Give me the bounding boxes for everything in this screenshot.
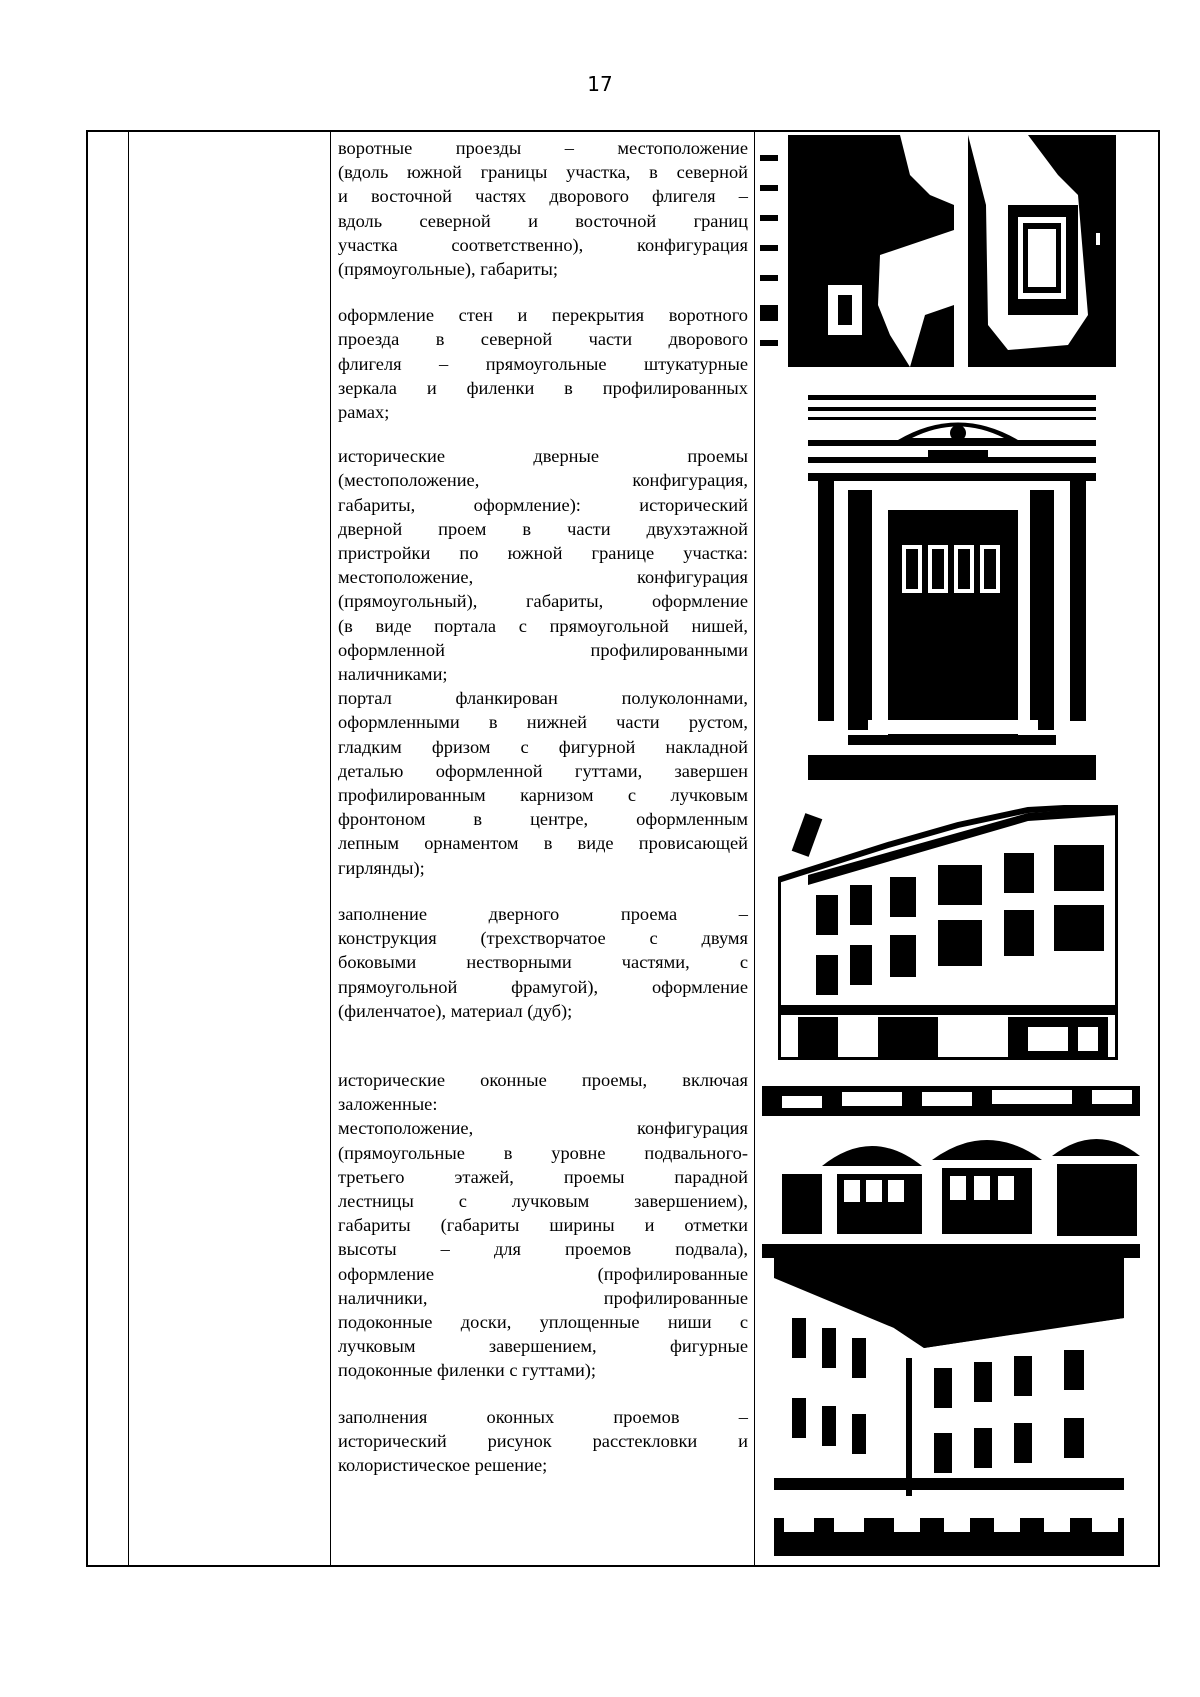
paragraph-door-openings bbox=[338, 444, 748, 880]
text-line: оформленной профилированными bbox=[338, 639, 748, 660]
text-line: наличниками; bbox=[338, 664, 448, 685]
text-line: (прямоугольные в уровне подвального- bbox=[338, 1142, 748, 1163]
text-line: (филенчатое), материал (дуб); bbox=[338, 1000, 573, 1021]
text-line: проезда в северной части дворового bbox=[338, 329, 748, 350]
text-line: гирлянды); bbox=[338, 857, 425, 878]
text-line: лестницы с лучковым завершением), bbox=[338, 1190, 748, 1211]
ground-floor-windows-photo bbox=[762, 1086, 1140, 1258]
text-line: дверной проем в части двухэтажной bbox=[338, 518, 748, 539]
text-line: портал фланкирован полуколоннами, bbox=[338, 688, 748, 709]
text-line: (в виде портала с прямоугольной нишей, bbox=[338, 615, 748, 636]
text-line: оформленными в нижней части рустом, bbox=[338, 712, 748, 733]
text-line: местоположение, конфигурация bbox=[338, 1118, 748, 1139]
text-line: вдоль северной и восточной границ bbox=[338, 210, 748, 231]
text-line: (вдоль южной границы участка, в северной bbox=[338, 162, 748, 183]
ceiling-panel-image bbox=[968, 135, 1116, 367]
text-line: заполнение дверного проема – bbox=[338, 903, 748, 924]
text-line: исторический рисунок расстекловки и bbox=[338, 1430, 748, 1451]
courtyard-facade-image bbox=[778, 805, 1118, 1060]
text-line: подоконные филенки с гуттами); bbox=[338, 1360, 597, 1381]
text-line: конструкция (трехстворчатое с двумя bbox=[338, 928, 748, 949]
paragraph-gateway-decoration bbox=[338, 303, 748, 424]
text-line: колористическое решение; bbox=[338, 1454, 548, 1475]
text-line: (прямоугольный), габариты, оформление bbox=[338, 591, 748, 612]
column-divider bbox=[330, 132, 331, 1565]
paragraph-window-filling bbox=[338, 1405, 748, 1478]
text-line: местоположение, конфигурация bbox=[338, 567, 748, 588]
windows-image bbox=[762, 1086, 1140, 1258]
text-line: наличники, профилированные bbox=[338, 1287, 748, 1308]
entrance-portal-photo bbox=[808, 395, 1096, 780]
text-line: воротные проезды – местоположение bbox=[338, 138, 748, 158]
gateway-passage-photo bbox=[760, 135, 954, 367]
text-line: подоконные доски, уплощенные ниши с bbox=[338, 1311, 748, 1332]
text-line: оформление стен и перекрытия воротного bbox=[338, 305, 748, 326]
text-line: флигеля – прямоугольные штукатурные bbox=[338, 353, 748, 374]
text-line: деталью оформленной гуттами, завершен bbox=[338, 760, 748, 781]
text-line: рамах; bbox=[338, 402, 390, 423]
text-line: зеркала и филенки в профилированных bbox=[338, 377, 748, 398]
text-line: пристройки по южной границе участка: bbox=[338, 543, 748, 564]
text-line: лепным орнаментом в виде провисающей bbox=[338, 833, 748, 854]
text-line: габариты, оформление): исторический bbox=[338, 494, 748, 515]
corner-facade-image bbox=[774, 1258, 1124, 1556]
text-line: третьего этажей, проемы парадной bbox=[338, 1166, 748, 1187]
text-line: исторические дверные проемы bbox=[338, 446, 748, 467]
text-line: высоты – для проемов подвала), bbox=[338, 1239, 748, 1260]
text-line: габариты (габариты ширины и отметки bbox=[338, 1215, 748, 1236]
text-line: исторические оконные проемы, включая bbox=[338, 1069, 748, 1090]
paragraph-door-filling bbox=[338, 902, 748, 1023]
text-line: лучковым завершением, фигурные bbox=[338, 1336, 748, 1357]
page-number: 17 bbox=[587, 72, 613, 96]
text-line: (прямоугольные), габариты; bbox=[338, 259, 558, 280]
courtyard-facade-photo bbox=[778, 805, 1118, 1060]
paragraph-window-openings bbox=[338, 1068, 748, 1383]
text-line: участка соответственно), конфигурация bbox=[338, 234, 748, 255]
text-line: оформление (профилированные bbox=[338, 1263, 748, 1284]
courtyard-corner-facade-photo bbox=[774, 1258, 1124, 1556]
text-line: заполнения оконных проемов – bbox=[338, 1406, 748, 1427]
gateway-ceiling-panel-photo bbox=[968, 135, 1116, 367]
text-line: заложенные: bbox=[338, 1094, 438, 1115]
text-line: фронтоном в центре, оформленным bbox=[338, 809, 748, 830]
text-line: (местоположение, конфигурация, bbox=[338, 470, 748, 491]
column-divider bbox=[754, 132, 755, 1565]
portal-image bbox=[808, 395, 1096, 780]
text-line: прямоугольной фрамугой), оформление bbox=[338, 976, 748, 997]
column-divider bbox=[128, 132, 129, 1565]
gateway-passage-image bbox=[760, 135, 954, 367]
text-line: гладким фризом с фигурной накладной bbox=[338, 736, 748, 757]
text-line: профилированным карнизом с лучковым bbox=[338, 785, 748, 806]
text-line: и восточной частях дворового флигеля – bbox=[338, 186, 748, 207]
text-line: боковыми нестворными частями, с bbox=[338, 952, 748, 973]
description-column bbox=[338, 136, 748, 1477]
paragraph-gateways bbox=[338, 136, 748, 281]
